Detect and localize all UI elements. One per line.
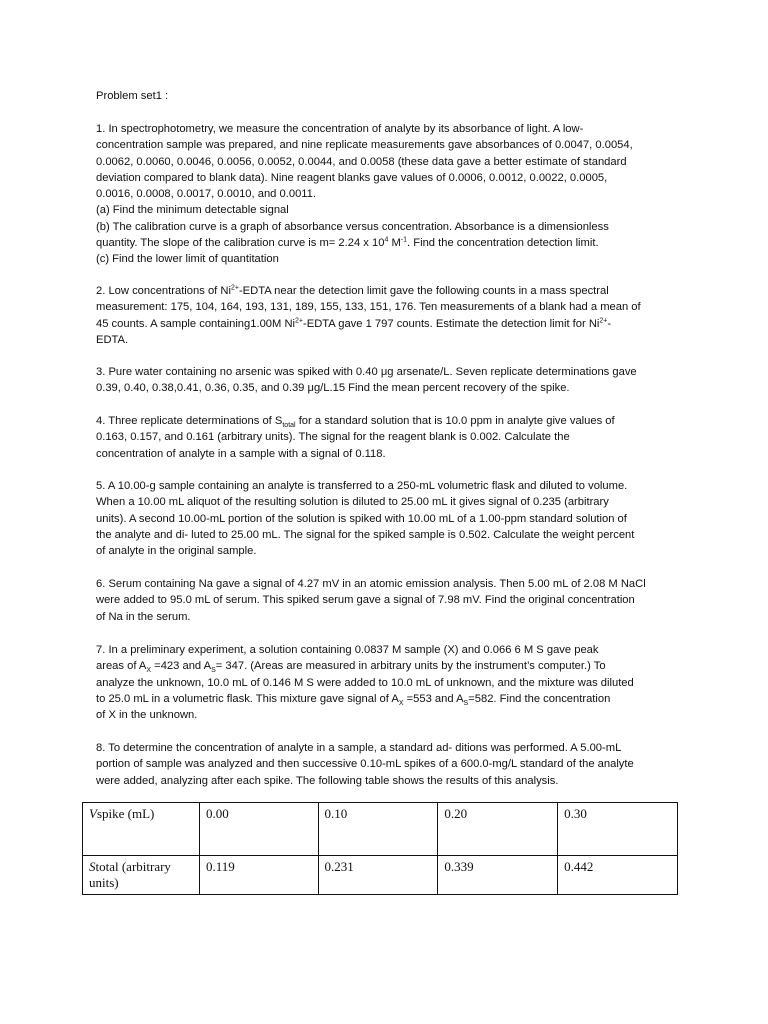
- text-line: 8. To determine the concentration of analyte in a sample, a standard ad- ditions was performed. A 5.00-mL: [96, 742, 622, 754]
- text-line: were added to 95.0 mL of serum. This spiked serum gave a signal of 7.98 mV. Find the original concentration: [96, 594, 635, 607]
- problem-5: [96, 478, 676, 559]
- question-a: (a) Find the minimum detectable signal: [96, 204, 289, 217]
- text-line: 45 counts. A sample containing1.00M $Ni^{2+}$-EDTA gave 1 797 counts. Estimate the detection limit for $Ni^{2+}-$: [96, 316, 612, 330]
- text-line: 5. A 10.00-g sample containing an analyte is transferred to a 250-mL volumetric flask and diluted to volume.: [96, 480, 628, 492]
- text-line: of analyte in the original sample.: [96, 545, 257, 558]
- page-title: Problem set1 :: [96, 90, 169, 102]
- text-line: areas of $A_X =423$ and $A_S= 347$. (Areas are measured in arbitrary units by the instrument’s computer.) To: [96, 660, 606, 675]
- table-cell: 0.00: [200, 803, 319, 856]
- table-cell: 0.339: [438, 856, 558, 895]
- text-line: of Na in the serum.: [96, 610, 191, 623]
- text-line: 1. In spectrophotometry, we measure the concentration of analyte by its absorbance of light. A low-: [96, 123, 584, 135]
- problem-3: [96, 364, 676, 397]
- text-line: 6. Serum containing Na gave a signal of 4.27 mV in an atomic emission analysis. Then 5.00 mL of 2.08 M NaCl: [96, 578, 646, 590]
- row-header-vspike: Vspike (mL): [83, 803, 200, 856]
- text-line: measurement: 175, 104, 164, 193, 131, 189, 155, 133, 151, 176. Ten measurements of a blank had a mean of: [96, 301, 641, 314]
- problem-4: [96, 413, 676, 462]
- text-line: were added, analyzing after each spike. The following table shows the results of this analysis.: [96, 774, 559, 787]
- table-cell: 0.119: [200, 856, 319, 895]
- text-line: 0.39, 0.40, 0.38,0.41, 0.36, 0.35, and 0.39 μg/L.15 Find the mean percent recovery of the spike.: [96, 382, 570, 395]
- problem-2: [96, 283, 676, 348]
- table-cell: 0.231: [318, 856, 438, 895]
- row-header-stotal: Stotal (arbitrary units): [83, 856, 200, 895]
- text-line: portion of sample was analyzed and then successive 0.10-mL spikes of a 600.0-mg/L standard of the analyte: [96, 758, 634, 771]
- problem-6: [96, 576, 676, 625]
- problem-7: [96, 642, 676, 723]
- text-line: 7. In a preliminary experiment, a solution containing 0.0837 M sample (X) and 0.066 6 M S gave peak: [96, 644, 599, 656]
- text-line: 0.0016, 0.0008, 0.0017, 0.0010, and 0.0011.: [96, 188, 317, 201]
- text-line: 4. Three replicate determinations of $S_{total}$ for a standard solution that is 10.0 ppm in analyte give values of: [96, 415, 615, 430]
- table-cell: 0.10: [318, 803, 438, 856]
- question-c: (c) Find the lower limit of quantitation: [96, 253, 279, 266]
- text-line: quantity. The slope of the calibration curve is m= 2.24 x $10^4$ $M^{-1}$. Find the concentration detection limit.: [96, 236, 599, 250]
- text-line: concentration of analyte in a sample with a signal of 0.118.: [96, 447, 386, 460]
- text-line: When a 10.00 mL aliquot of the resulting solution is diluted to 25.00 mL it gives signal of 0.235 (arbitrary: [96, 496, 609, 509]
- text-line: units). A second 10.00-mL portion of the solution is spiked with 10.00 mL of a 1.00-ppm standard solution of: [96, 512, 627, 525]
- table-row: [83, 803, 678, 856]
- table-cell: 0.442: [558, 856, 678, 895]
- table-cell: 0.30: [558, 803, 678, 856]
- text-line: 3. Pure water containing no arsenic was spiked with 0.40 μg arsenate/L. Seven replicate determinations gave: [96, 366, 637, 378]
- text-line: concentration sample was prepared, and nine replicate measurements gave absorbances of 0.0047, 0.0054,: [96, 139, 633, 152]
- problem-8: [96, 740, 676, 789]
- text-line: of X in the unknown.: [96, 709, 198, 722]
- text-line: the analyte and di- luted to 25.00 mL. The signal for the spiked sample is 0.502. Calculate the weight percent: [96, 528, 635, 541]
- text-line: 0.163, 0.157, and 0.161 (arbitrary units). The signal for the reagent blank is 0.002. Calculate the: [96, 431, 570, 444]
- text-line: EDTA.: [96, 333, 129, 346]
- table-cell: 0.20: [438, 803, 558, 856]
- text-line: analyze the unknown, 10.0 mL of 0.146 M S were added to 10.0 mL of unknown, and the mixture was diluted: [96, 676, 634, 689]
- question-b: (b) The calibration curve is a graph of absorbance versus concentration. Absorbance is a dimensionless: [96, 220, 609, 233]
- spike-results-table: [82, 802, 678, 895]
- table-row: [83, 856, 678, 895]
- problem-1: [96, 121, 676, 268]
- text-line: 0.0062, 0.0060, 0.0046, 0.0056, 0.0052, 0.0044, and 0.0058 (these data gave a better estimate of standard: [96, 155, 627, 168]
- text-line: 2. Low concentrations of $Ni^{2+}$-EDTA near the detection limit gave the following counts in a mass spectral: [96, 284, 609, 297]
- text-line: deviation compared to blank data). Nine reagent blanks gave values of 0.0006, 0.0012, 0.0022, 0.0005,: [96, 171, 608, 184]
- text-line: to 25.0 mL in a volumetric flask. This mixture gave signal of $A_X =553$ and $A_S=582$. Find the concentration: [96, 692, 611, 708]
